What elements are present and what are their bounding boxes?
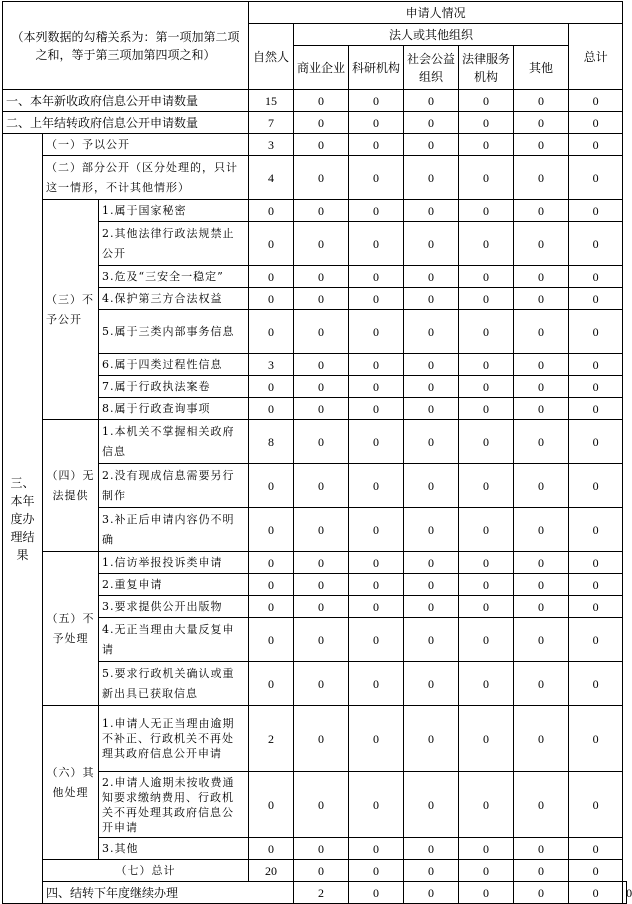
value-cell: 0 bbox=[459, 156, 514, 200]
value-cell: 0 bbox=[349, 112, 404, 134]
value-cell: 3 bbox=[249, 354, 294, 376]
value-cell: 3 bbox=[249, 134, 294, 156]
value-cell: 0 bbox=[349, 310, 404, 354]
value-cell: 0 bbox=[349, 552, 404, 574]
group-label: （四）无法提供 bbox=[43, 420, 99, 552]
value-cell: 0 bbox=[294, 288, 349, 310]
value-cell: 0 bbox=[459, 354, 514, 376]
value-cell: 0 bbox=[349, 420, 404, 464]
value-cell: 0 bbox=[404, 838, 459, 860]
value-cell: 0 bbox=[569, 310, 623, 354]
value-cell: 0 bbox=[249, 288, 294, 310]
value-cell: 0 bbox=[249, 376, 294, 398]
header-social: 社会公益组织 bbox=[404, 46, 459, 90]
value-cell: 8 bbox=[249, 420, 294, 464]
row-label: 6.属于四类过程性信息 bbox=[99, 354, 249, 376]
value-cell: 0 bbox=[404, 662, 459, 706]
value-cell: 0 bbox=[249, 772, 294, 838]
row-label: 2.重复申请 bbox=[99, 574, 249, 596]
value-cell: 0 bbox=[349, 860, 404, 882]
value-cell: 0 bbox=[569, 706, 623, 772]
row-label: 2.没有现成信息需要另行制作 bbox=[99, 464, 249, 508]
value-cell: 0 bbox=[294, 420, 349, 464]
value-cell: 0 bbox=[569, 288, 623, 310]
value-cell: 0 bbox=[459, 596, 514, 618]
section-label: 三、本年度办理结果 bbox=[3, 134, 43, 904]
value-cell: 0 bbox=[349, 464, 404, 508]
value-cell: 0 bbox=[294, 574, 349, 596]
group-label: （六）其他处理 bbox=[43, 706, 99, 860]
value-cell: 0 bbox=[349, 398, 404, 420]
value-cell: 0 bbox=[514, 662, 569, 706]
header-legal-other: 法人或其他组织 bbox=[294, 24, 569, 46]
value-cell: 0 bbox=[249, 222, 294, 266]
row-label: 1.本机关不掌握相关政府信息 bbox=[99, 420, 249, 464]
value-cell: 0 bbox=[459, 420, 514, 464]
value-cell: 0 bbox=[459, 574, 514, 596]
value-cell: 0 bbox=[459, 706, 514, 772]
value-cell: 0 bbox=[294, 134, 349, 156]
value-cell: 0 bbox=[294, 706, 349, 772]
row-label: 3.补正后申请内容仍不明确 bbox=[99, 508, 249, 552]
value-cell: 0 bbox=[569, 838, 623, 860]
value-cell: 0 bbox=[249, 310, 294, 354]
row-label: 1.信访举报投诉类申请 bbox=[99, 552, 249, 574]
value-cell: 0 bbox=[294, 354, 349, 376]
row-label: 5.要求行政机关确认或重新出具已获取信息 bbox=[99, 662, 249, 706]
value-cell: 0 bbox=[249, 464, 294, 508]
value-cell: 2 bbox=[294, 882, 349, 904]
group-label: （五）不予处理 bbox=[43, 552, 99, 706]
value-cell: 0 bbox=[514, 508, 569, 552]
value-cell: 0 bbox=[459, 200, 514, 222]
row-label: 3.其他 bbox=[99, 838, 249, 860]
row-label: 7.属于行政执法案卷 bbox=[99, 376, 249, 398]
value-cell: 0 bbox=[349, 882, 404, 904]
value-cell: 0 bbox=[294, 552, 349, 574]
value-cell: 0 bbox=[294, 90, 349, 112]
value-cell: 0 bbox=[569, 398, 623, 420]
value-cell: 0 bbox=[404, 200, 459, 222]
value-cell: 0 bbox=[569, 882, 623, 904]
value-cell: 0 bbox=[514, 552, 569, 574]
value-cell: 0 bbox=[459, 90, 514, 112]
header-total: 总计 bbox=[569, 24, 623, 90]
value-cell: 0 bbox=[459, 772, 514, 838]
value-cell: 0 bbox=[249, 838, 294, 860]
value-cell: 0 bbox=[459, 882, 514, 904]
value-cell: 0 bbox=[294, 266, 349, 288]
value-cell: 0 bbox=[404, 398, 459, 420]
value-cell: 0 bbox=[404, 772, 459, 838]
value-cell: 0 bbox=[514, 596, 569, 618]
value-cell: 0 bbox=[459, 508, 514, 552]
value-cell: 0 bbox=[514, 156, 569, 200]
value-cell: 0 bbox=[514, 288, 569, 310]
value-cell: 0 bbox=[404, 420, 459, 464]
value-cell: 0 bbox=[349, 574, 404, 596]
value-cell: 0 bbox=[349, 618, 404, 662]
value-cell: 0 bbox=[294, 156, 349, 200]
value-cell: 0 bbox=[404, 90, 459, 112]
value-cell: 0 bbox=[404, 376, 459, 398]
value-cell: 0 bbox=[294, 662, 349, 706]
row-label: 4.无正当理由大量反复申请 bbox=[99, 618, 249, 662]
value-cell: 15 bbox=[249, 90, 294, 112]
value-cell: 0 bbox=[349, 156, 404, 200]
value-cell: 0 bbox=[349, 222, 404, 266]
value-cell: 0 bbox=[569, 90, 623, 112]
value-cell: 0 bbox=[569, 618, 623, 662]
value-cell: 0 bbox=[404, 288, 459, 310]
value-cell: 7 bbox=[249, 112, 294, 134]
value-cell: 0 bbox=[349, 266, 404, 288]
value-cell: 0 bbox=[404, 134, 459, 156]
value-cell: 0 bbox=[569, 134, 623, 156]
value-cell: 0 bbox=[514, 354, 569, 376]
value-cell: 0 bbox=[514, 90, 569, 112]
value-cell: 0 bbox=[514, 112, 569, 134]
value-cell: 4 bbox=[249, 156, 294, 200]
value-cell: 0 bbox=[514, 398, 569, 420]
value-cell: 0 bbox=[349, 706, 404, 772]
value-cell: 0 bbox=[294, 464, 349, 508]
value-cell: 0 bbox=[249, 398, 294, 420]
value-cell: 0 bbox=[294, 508, 349, 552]
value-cell: 0 bbox=[459, 838, 514, 860]
value-cell: 0 bbox=[249, 552, 294, 574]
value-cell: 0 bbox=[514, 838, 569, 860]
value-cell: 0 bbox=[294, 596, 349, 618]
value-cell: 0 bbox=[514, 772, 569, 838]
row-label: 4.保护第三方合法权益 bbox=[99, 288, 249, 310]
row-label: 3.要求提供公开出版物 bbox=[99, 596, 249, 618]
value-cell: 0 bbox=[459, 112, 514, 134]
value-cell: 0 bbox=[294, 310, 349, 354]
value-cell: 0 bbox=[294, 200, 349, 222]
value-cell: 0 bbox=[349, 376, 404, 398]
value-cell: 0 bbox=[514, 464, 569, 508]
value-cell: 0 bbox=[404, 112, 459, 134]
value-cell: 0 bbox=[569, 464, 623, 508]
value-cell: 0 bbox=[404, 222, 459, 266]
value-cell: 0 bbox=[349, 838, 404, 860]
value-cell: 0 bbox=[249, 662, 294, 706]
value-cell: 0 bbox=[294, 618, 349, 662]
value-cell: 0 bbox=[349, 134, 404, 156]
value-cell: 0 bbox=[459, 662, 514, 706]
value-cell: 0 bbox=[404, 882, 459, 904]
row-label: 四、结转下年度继续办理 bbox=[43, 882, 294, 904]
row-label: 1.属于国家秘密 bbox=[99, 200, 249, 222]
value-cell: 0 bbox=[514, 200, 569, 222]
value-cell: 0 bbox=[404, 860, 459, 882]
value-cell: 0 bbox=[404, 706, 459, 772]
value-cell: 2 bbox=[249, 706, 294, 772]
value-cell: 20 bbox=[249, 860, 294, 882]
value-cell: 0 bbox=[569, 420, 623, 464]
value-cell: 0 bbox=[514, 266, 569, 288]
value-cell: 0 bbox=[404, 552, 459, 574]
value-cell: 0 bbox=[514, 618, 569, 662]
value-cell: 0 bbox=[294, 860, 349, 882]
value-cell: 0 bbox=[514, 574, 569, 596]
value-cell: 0 bbox=[569, 156, 623, 200]
value-cell: 0 bbox=[459, 464, 514, 508]
value-cell: 0 bbox=[569, 354, 623, 376]
value-cell: 0 bbox=[249, 574, 294, 596]
value-cell: 0 bbox=[349, 508, 404, 552]
value-cell: 0 bbox=[459, 618, 514, 662]
value-cell: 0 bbox=[569, 222, 623, 266]
value-cell: 0 bbox=[569, 200, 623, 222]
row-label: 2.申请人逾期未按收费通知要求缴纳费用、行政机关不再处理其政府信息公开申请 bbox=[99, 772, 249, 838]
value-cell: 0 bbox=[569, 112, 623, 134]
row-label: 8.属于行政查询事项 bbox=[99, 398, 249, 420]
value-cell: 0 bbox=[569, 596, 623, 618]
row-label: 5.属于三类内部事务信息 bbox=[99, 310, 249, 354]
value-cell: 0 bbox=[459, 222, 514, 266]
value-cell: 0 bbox=[249, 596, 294, 618]
value-cell: 0 bbox=[404, 266, 459, 288]
value-cell: 0 bbox=[459, 288, 514, 310]
value-cell: 0 bbox=[514, 376, 569, 398]
value-cell: 0 bbox=[569, 662, 623, 706]
row-label: 3.危及“三安全一稳定” bbox=[99, 266, 249, 288]
value-cell: 0 bbox=[459, 376, 514, 398]
row-label: （二）部分公开（区分处理的，只计这一情形，不计其他情形） bbox=[43, 156, 249, 200]
value-cell: 0 bbox=[249, 266, 294, 288]
header-note: （本列数据的勾稽关系为：第一项加第二项之和，等于第三项加第四项之和） bbox=[3, 2, 249, 90]
value-cell: 0 bbox=[249, 618, 294, 662]
value-cell: 0 bbox=[459, 860, 514, 882]
row-label: 二、上年结转政府信息公开申请数量 bbox=[3, 112, 249, 134]
value-cell: 0 bbox=[514, 310, 569, 354]
value-cell: 0 bbox=[404, 156, 459, 200]
value-cell: 0 bbox=[349, 662, 404, 706]
value-cell: 0 bbox=[569, 772, 623, 838]
header-legal-service: 法律服务机构 bbox=[459, 46, 514, 90]
row-label: 一、本年新收政府信息公开申请数量 bbox=[3, 90, 249, 112]
value-cell: 0 bbox=[569, 860, 623, 882]
value-cell: 0 bbox=[404, 618, 459, 662]
value-cell: 0 bbox=[459, 552, 514, 574]
header-natural-person: 自然人 bbox=[249, 24, 294, 90]
value-cell: 0 bbox=[459, 310, 514, 354]
value-cell: 0 bbox=[349, 354, 404, 376]
value-cell: 0 bbox=[349, 90, 404, 112]
value-cell: 0 bbox=[459, 266, 514, 288]
value-cell: 0 bbox=[404, 508, 459, 552]
row-label: （七）总计 bbox=[43, 860, 249, 882]
value-cell: 0 bbox=[404, 354, 459, 376]
value-cell: 0 bbox=[514, 882, 569, 904]
row-label: 2.其他法律行政法规禁止公开 bbox=[99, 222, 249, 266]
value-cell: 0 bbox=[569, 552, 623, 574]
value-cell: 0 bbox=[294, 112, 349, 134]
value-cell: 0 bbox=[294, 838, 349, 860]
value-cell: 0 bbox=[404, 596, 459, 618]
value-cell: 0 bbox=[349, 596, 404, 618]
value-cell: 0 bbox=[294, 222, 349, 266]
row-label: 1.申请人无正当理由逾期不补正、行政机关不再处理其政府信息公开申请 bbox=[99, 706, 249, 772]
value-cell: 0 bbox=[404, 310, 459, 354]
value-cell: 0 bbox=[514, 860, 569, 882]
header-applicant-info: 申请人情况 bbox=[249, 2, 623, 24]
value-cell: 0 bbox=[294, 398, 349, 420]
value-cell: 0 bbox=[514, 222, 569, 266]
value-cell: 0 bbox=[514, 706, 569, 772]
value-cell: 0 bbox=[404, 464, 459, 508]
header-research: 科研机构 bbox=[349, 46, 404, 90]
value-cell: 0 bbox=[569, 376, 623, 398]
value-cell: 0 bbox=[349, 200, 404, 222]
value-cell: 0 bbox=[249, 508, 294, 552]
value-cell: 0 bbox=[514, 420, 569, 464]
value-cell: 0 bbox=[514, 134, 569, 156]
value-cell: 0 bbox=[404, 574, 459, 596]
value-cell: 0 bbox=[459, 398, 514, 420]
value-cell: 0 bbox=[569, 574, 623, 596]
value-cell: 0 bbox=[294, 376, 349, 398]
value-cell: 0 bbox=[294, 772, 349, 838]
value-cell: 0 bbox=[459, 134, 514, 156]
value-cell: 0 bbox=[623, 882, 627, 904]
value-cell: 0 bbox=[569, 266, 623, 288]
value-cell: 0 bbox=[569, 508, 623, 552]
header-commercial: 商业企业 bbox=[294, 46, 349, 90]
disclosure-statistics-table bbox=[2, 1, 632, 904]
value-cell: 0 bbox=[249, 200, 294, 222]
group-label: （三）不予公开 bbox=[43, 200, 99, 420]
value-cell: 0 bbox=[349, 288, 404, 310]
header-other: 其他 bbox=[514, 46, 569, 90]
value-cell: 0 bbox=[349, 772, 404, 838]
row-label: （一）予以公开 bbox=[43, 134, 249, 156]
